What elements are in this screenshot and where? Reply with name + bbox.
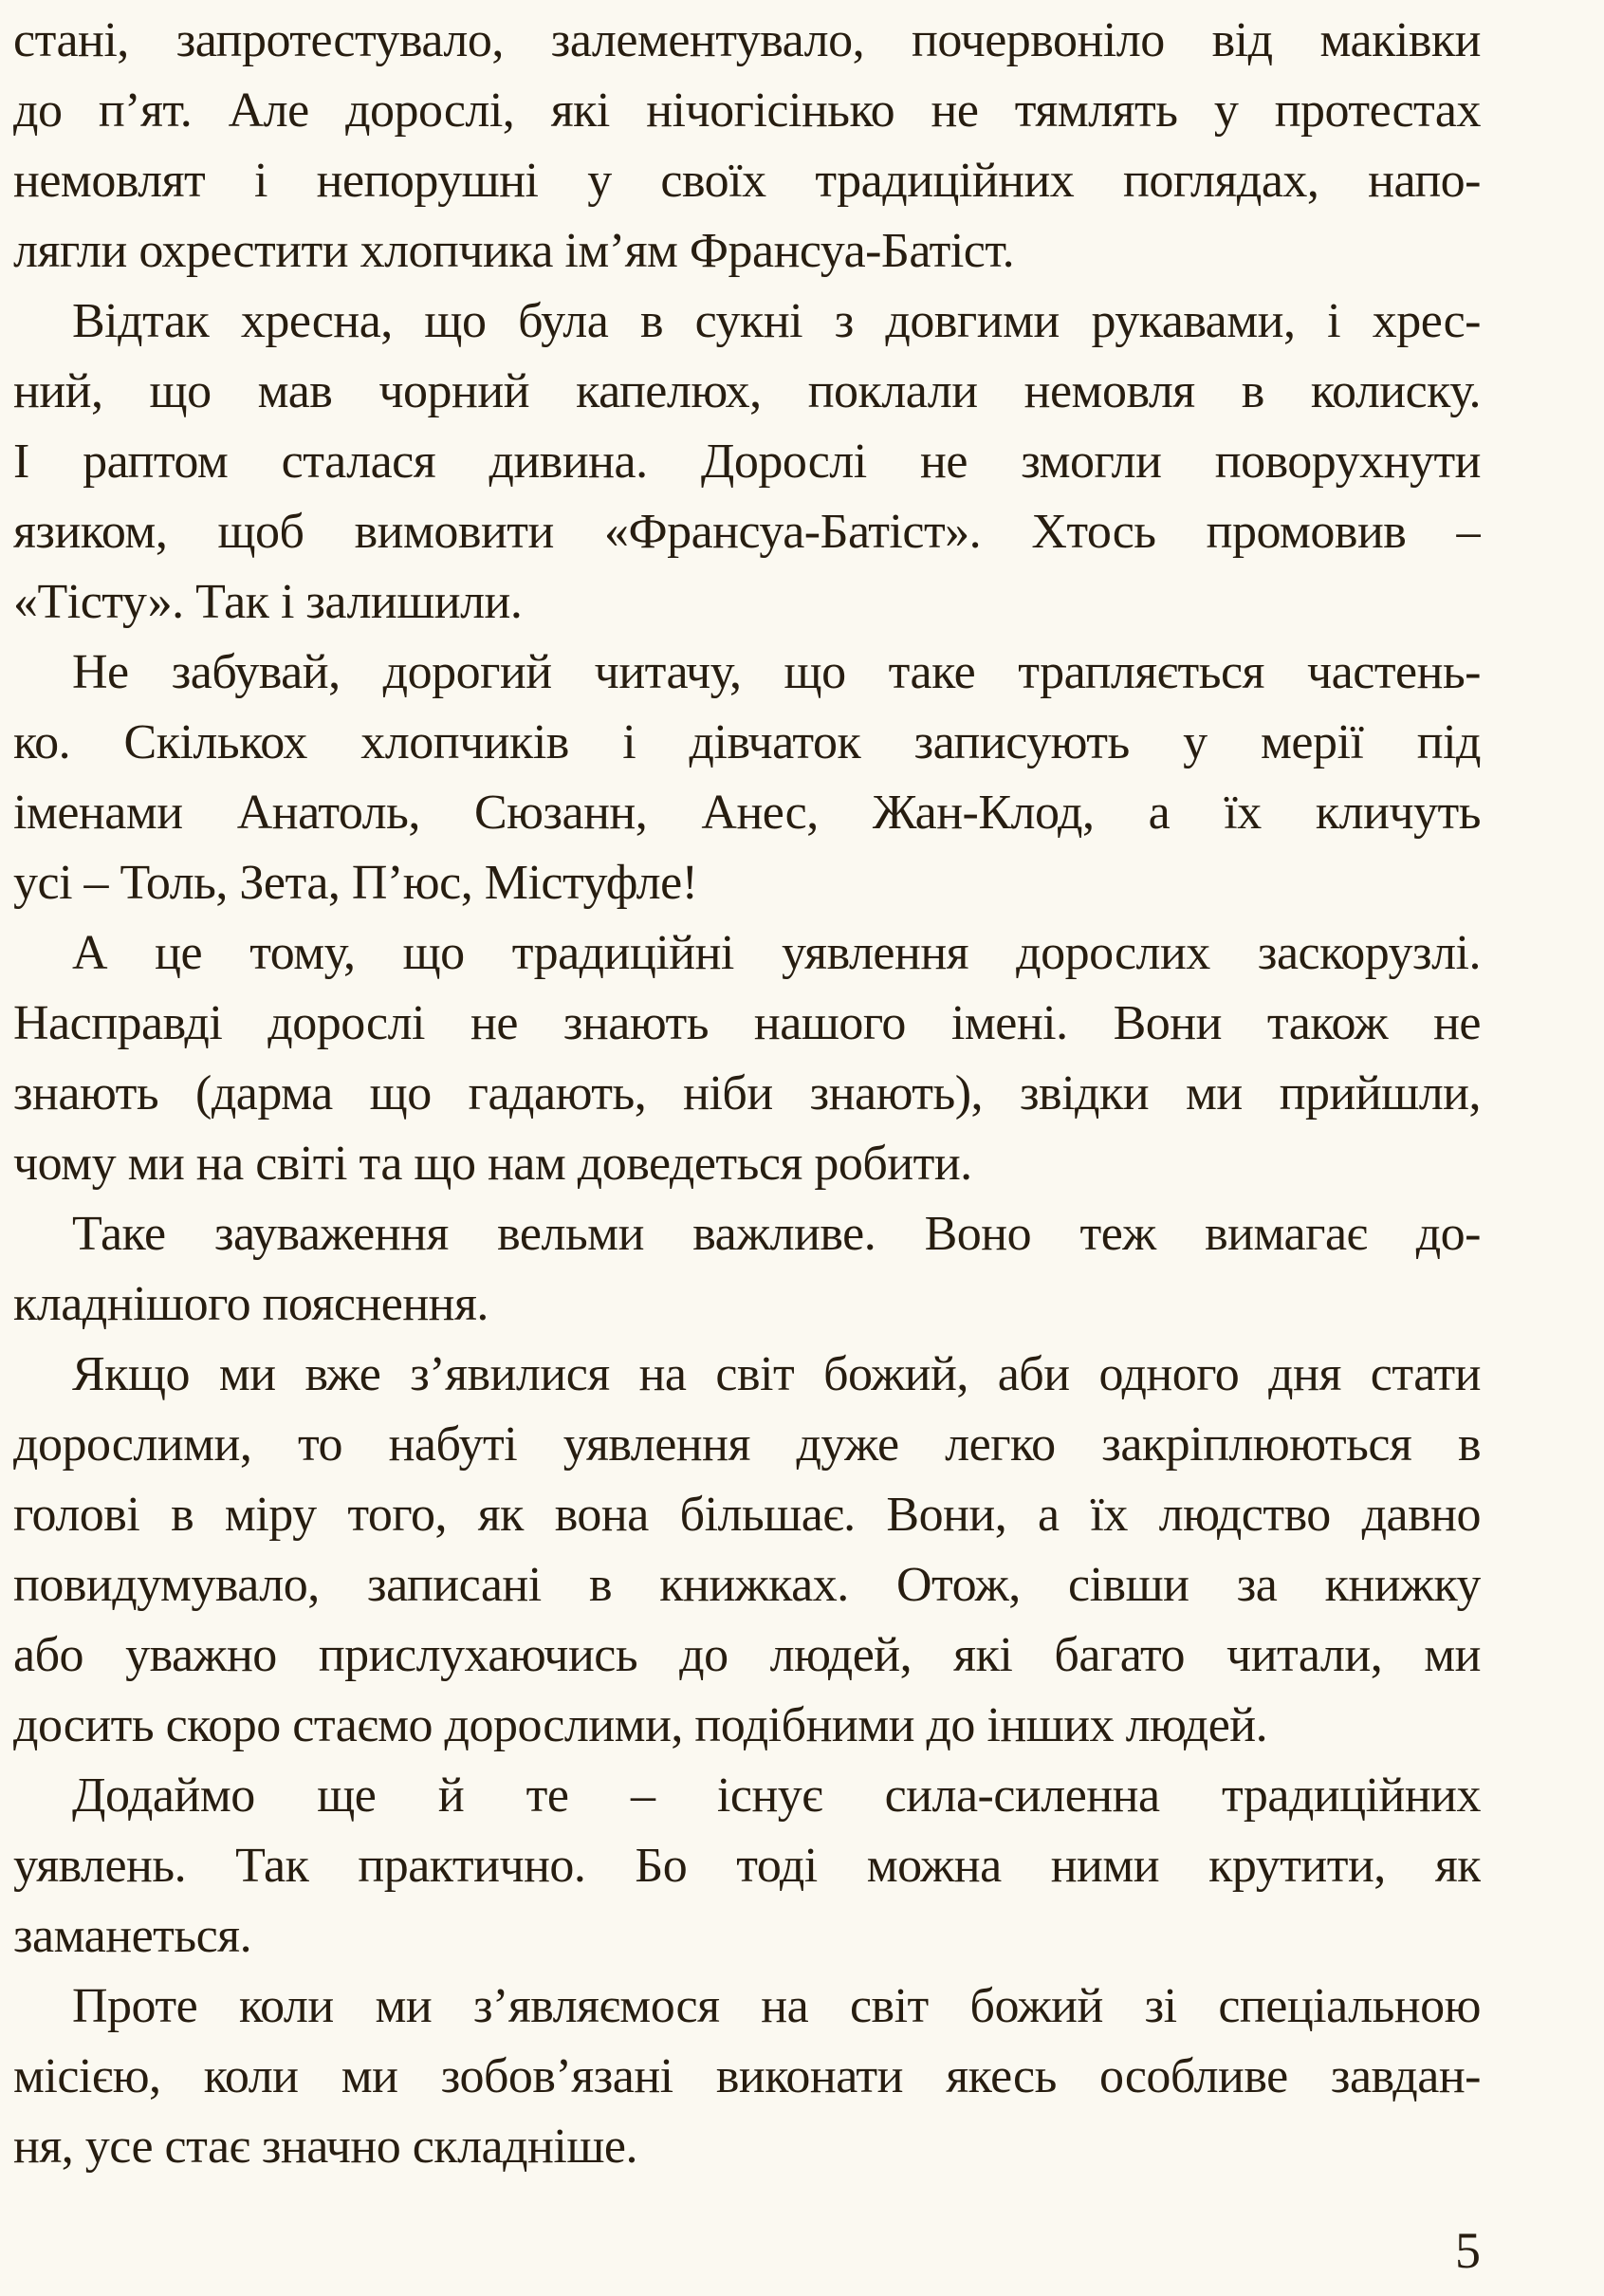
paragraph: [13, 6, 1481, 287]
text-line: досить скоро стаємо дорослими, подібними до інших людей.: [13, 1698, 1268, 1752]
text-line: лягли охрестити хлопчика ім’ям Франсуа-Батіст.: [13, 224, 1015, 278]
text-line: чому ми на світі та що нам доведеться робити.: [13, 1137, 972, 1191]
text-line: стані, запротестувало, залементувало, почервоніло від маківки: [13, 13, 1481, 67]
text-line: І раптом сталася дивина. Дорослі не змогли поворухнути: [13, 435, 1481, 489]
text-line: ний, що мав чорний капелюх, поклали немовля в колиску.: [13, 364, 1481, 418]
text-line: Не забувай, дорогий читачу, що таке трапляється частень-: [72, 645, 1481, 699]
text-line: язиком, щоб вимовити «Франсуа-Батіст». Хтось промовив –: [13, 505, 1481, 559]
text-line: голові в міру того, як вона більшає. Вони, а їх людство давно: [13, 1488, 1481, 1542]
text-line: ко. Скількох хлопчиків і дівчаток записують у мерії під: [13, 715, 1481, 769]
text-line: заманеться.: [13, 1909, 252, 1963]
page-number: 5: [1455, 2222, 1481, 2279]
text-line: Додаймо ще й те – існує сила-силенна традиційних: [72, 1768, 1481, 1823]
text-line: місією, коли ми зобов’язані виконати якесь особливе завдан-: [13, 2049, 1481, 2103]
text-line: або уважно прислухаючись до людей, які багато читали, ми: [13, 1628, 1481, 1682]
text-line: Якщо ми вже з’явилися на світ божий, аби одного дня стати: [72, 1347, 1481, 1401]
text-line: Відтак хресна, що була в сукні з довгими рукавами, і хрес-: [72, 294, 1481, 348]
text-line: до п’ят. Але дорослі, які нічогісінько не тямлять у протестах: [13, 83, 1481, 138]
text-line: Таке зауваження вельми важливе. Воно теж вимагає до-: [72, 1207, 1481, 1261]
text-line: дорослими, то набуті уявлення дуже легко закріплюються в: [13, 1417, 1481, 1472]
paragraph: [13, 1199, 1481, 1340]
text-line: Насправді дорослі не знають нашого імені. Вони також не: [13, 996, 1481, 1050]
text-line: ня, усе стає значно складніше.: [13, 2120, 637, 2174]
text-line: Проте коли ми з’являємося на світ божий зі спеціальною: [72, 1979, 1481, 2033]
paragraph: [13, 1972, 1481, 2182]
paragraph: [13, 1340, 1481, 1761]
paragraph: [13, 1761, 1481, 1972]
paragraph: [13, 918, 1481, 1199]
text-line: «Тісту». Так і залишили.: [13, 575, 523, 629]
text-line: усі – Толь, Зета, П’юс, Містуфле!: [13, 856, 698, 910]
paragraph: [13, 638, 1481, 918]
text-line: уявлень. Так практично. Бо тоді можна ними крутити, як: [13, 1839, 1481, 1893]
text-line: А це тому, що традиційні уявлення дорослих заскорузлі.: [72, 926, 1481, 980]
text-line: немовлят і непорушні у своїх традиційних поглядах, напо-: [13, 154, 1481, 208]
text-line: знають (дарма що гадають, ніби знають), звідки ми прийшли,: [13, 1066, 1481, 1120]
text-line: кладнішого пояснення.: [13, 1277, 489, 1331]
text-line: повидумувало, записані в книжках. Отож, сівши за книжку: [13, 1558, 1481, 1612]
paragraph: [13, 287, 1481, 638]
text-line: іменами Анатоль, Сюзанн, Анес, Жан-Клод, а їх кличуть: [13, 786, 1481, 840]
